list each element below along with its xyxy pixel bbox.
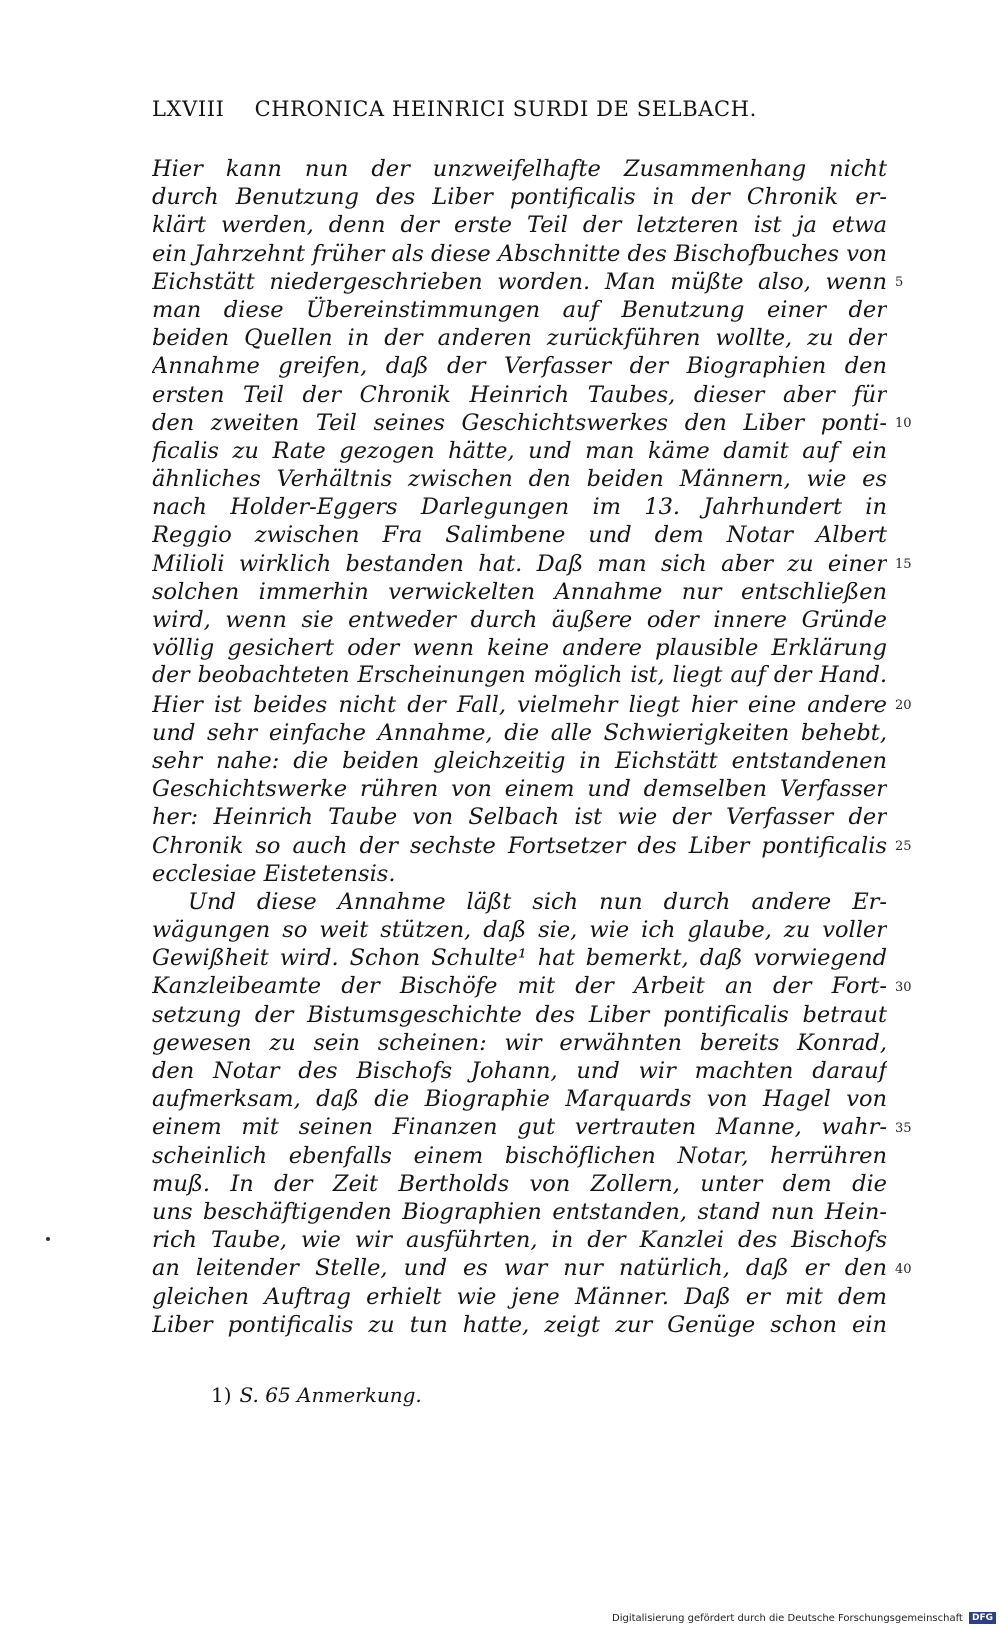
text-line: wird, wenn sie entweder durch äußere oder innere Gründe [152, 607, 887, 633]
text-line: ecclesiae Eistetensis. [152, 860, 396, 887]
footnote-marker: 1) [211, 1383, 232, 1407]
scan-speck [46, 1237, 50, 1241]
text-line: scheinlich ebenfalls einem bischöflichen Notar, herrühren [152, 1142, 887, 1169]
text-line: Gewißheit wird. Schon Schulte¹ hat bemerkt, daß vorwiegend [152, 945, 887, 972]
text-line: Milioli wirklich bestanden hat. Daß man sich aber zu einer [152, 550, 887, 577]
text-line: durch Benutzung des Liber pontificalis in der Chronik er- [152, 184, 887, 211]
text-line: gleichen Auftrag erhielt wie jene Männer. Daß er mit dem [152, 1283, 887, 1310]
dfg-logo-icon: DFG [969, 1612, 996, 1624]
line-number: 30 [895, 979, 912, 995]
line-number: 20 [895, 697, 912, 713]
text-line: Eichstätt niedergeschrieben worden. Man müßte also, wenn [152, 268, 887, 295]
text-line: wägungen so weit stützen, daß sie, wie ich glaube, zu voller [152, 917, 887, 944]
text-line: Reggio zwischen Fra Salimbene und dem Notar Albert [152, 522, 887, 549]
digitization-credit [612, 1612, 996, 1624]
text-line: Geschichtswerke rühren von einem und demselben Verfasser [152, 776, 887, 803]
text-line: den Notar des Bischofs Johann, und wir machten darauf [152, 1058, 887, 1084]
running-title: CHRONICA HEINRICI SURDI DE SELBACH. [254, 97, 757, 121]
text-line: man diese Übereinstimmungen auf Benutzung einer der [152, 296, 887, 323]
body-text [152, 155, 887, 1339]
text-line: setzung der Bistumsgeschichte des Liber pontificalis betraut [152, 1001, 887, 1028]
text-line: rich Taube, wie wir ausführten, in der Kanzlei des Bischofs [152, 1227, 887, 1254]
text-line: Und diese Annahme läßt sich nun durch andere Er- [188, 888, 887, 915]
text-line: her: Heinrich Taube von Selbach ist wie der Verfasser der [152, 804, 887, 831]
text-line: Annahme greifen, daß der Verfasser der Biographien den [152, 353, 887, 380]
page-folio: LXVIII [152, 97, 225, 121]
text-line: klärt werden, denn der erste Teil der letzteren ist ja etwa [152, 212, 887, 239]
text-line: und sehr einfache Annahme, die alle Schwierigkeiten behebt, [152, 719, 887, 746]
text-line: solchen immerhin verwickelten Annahme nur entschließen [152, 578, 887, 605]
line-number: 35 [895, 1120, 912, 1136]
text-line: ähnliches Verhältnis zwischen den beiden Männern, wie es [152, 466, 887, 493]
text-line: uns beschäftigenden Biographien entstanden, stand nun Hein- [152, 1198, 887, 1225]
footnote [211, 1383, 422, 1407]
text-line: Hier ist beides nicht der Fall, vielmehr liegt hier eine andere [152, 691, 887, 718]
line-number: 25 [895, 838, 912, 854]
text-line: gewesen zu sein scheinen: wir erwähnten bereits Konrad, [152, 1029, 887, 1056]
text-line: Kanzleibeamte der Bischöfe mit der Arbeit an der Fort- [152, 973, 887, 1000]
text-line: muß. In der Zeit Bertholds von Zollern, unter dem die [152, 1170, 887, 1197]
line-number: 40 [895, 1261, 912, 1277]
footnote-text: S. 65 Anmerkung. [239, 1383, 422, 1407]
text-line: Liber pontificalis zu tun hatte, zeigt zur Genüge schon ein [152, 1311, 887, 1338]
text-line: Chronik so auch der sechste Fortsetzer des Liber pontificalis [152, 832, 887, 859]
text-line: beiden Quellen in der anderen zurückführen wollte, zu der [152, 325, 887, 352]
text-line: ficalis zu Rate gezogen hätte, und man käme damit auf ein [152, 437, 887, 464]
line-number: 10 [895, 415, 912, 431]
text-line: an leitender Stelle, und es war nur natürlich, daß er den [152, 1255, 887, 1282]
text-line: den zweiten Teil seines Geschichtswerkes den Liber ponti- [152, 409, 887, 436]
text-line: der beobachteten Erscheinungen möglich ist, liegt auf der Hand. [152, 663, 887, 689]
text-line: einem mit seinen Finanzen gut vertrauten Manne, wahr- [152, 1114, 887, 1141]
line-number: 15 [895, 556, 912, 572]
credit-text: Digitalisierung gefördert durch die Deutsche Forschungsgemeinschaft [612, 1613, 963, 1624]
text-line: nach Holder-Eggers Darlegungen im 13. Jahrhundert in [152, 494, 887, 521]
text-line: Hier kann nun der unzweifelhafte Zusammenhang nicht [152, 156, 887, 182]
text-line: aufmerksam, daß die Biographie Marquards von Hagel von [152, 1086, 887, 1113]
running-header [152, 97, 757, 121]
text-line: sehr nahe: die beiden gleichzeitig in Eichstätt entstandenen [152, 747, 887, 774]
text-line: ersten Teil der Chronik Heinrich Taubes, dieser aber für [152, 381, 887, 408]
line-number: 5 [895, 274, 904, 290]
text-line: völlig gesichert oder wenn keine andere plausible Erklärung [152, 635, 887, 662]
text-line: ein Jahrzehnt früher als diese Abschnitte des Bischofbuches von [152, 240, 887, 267]
